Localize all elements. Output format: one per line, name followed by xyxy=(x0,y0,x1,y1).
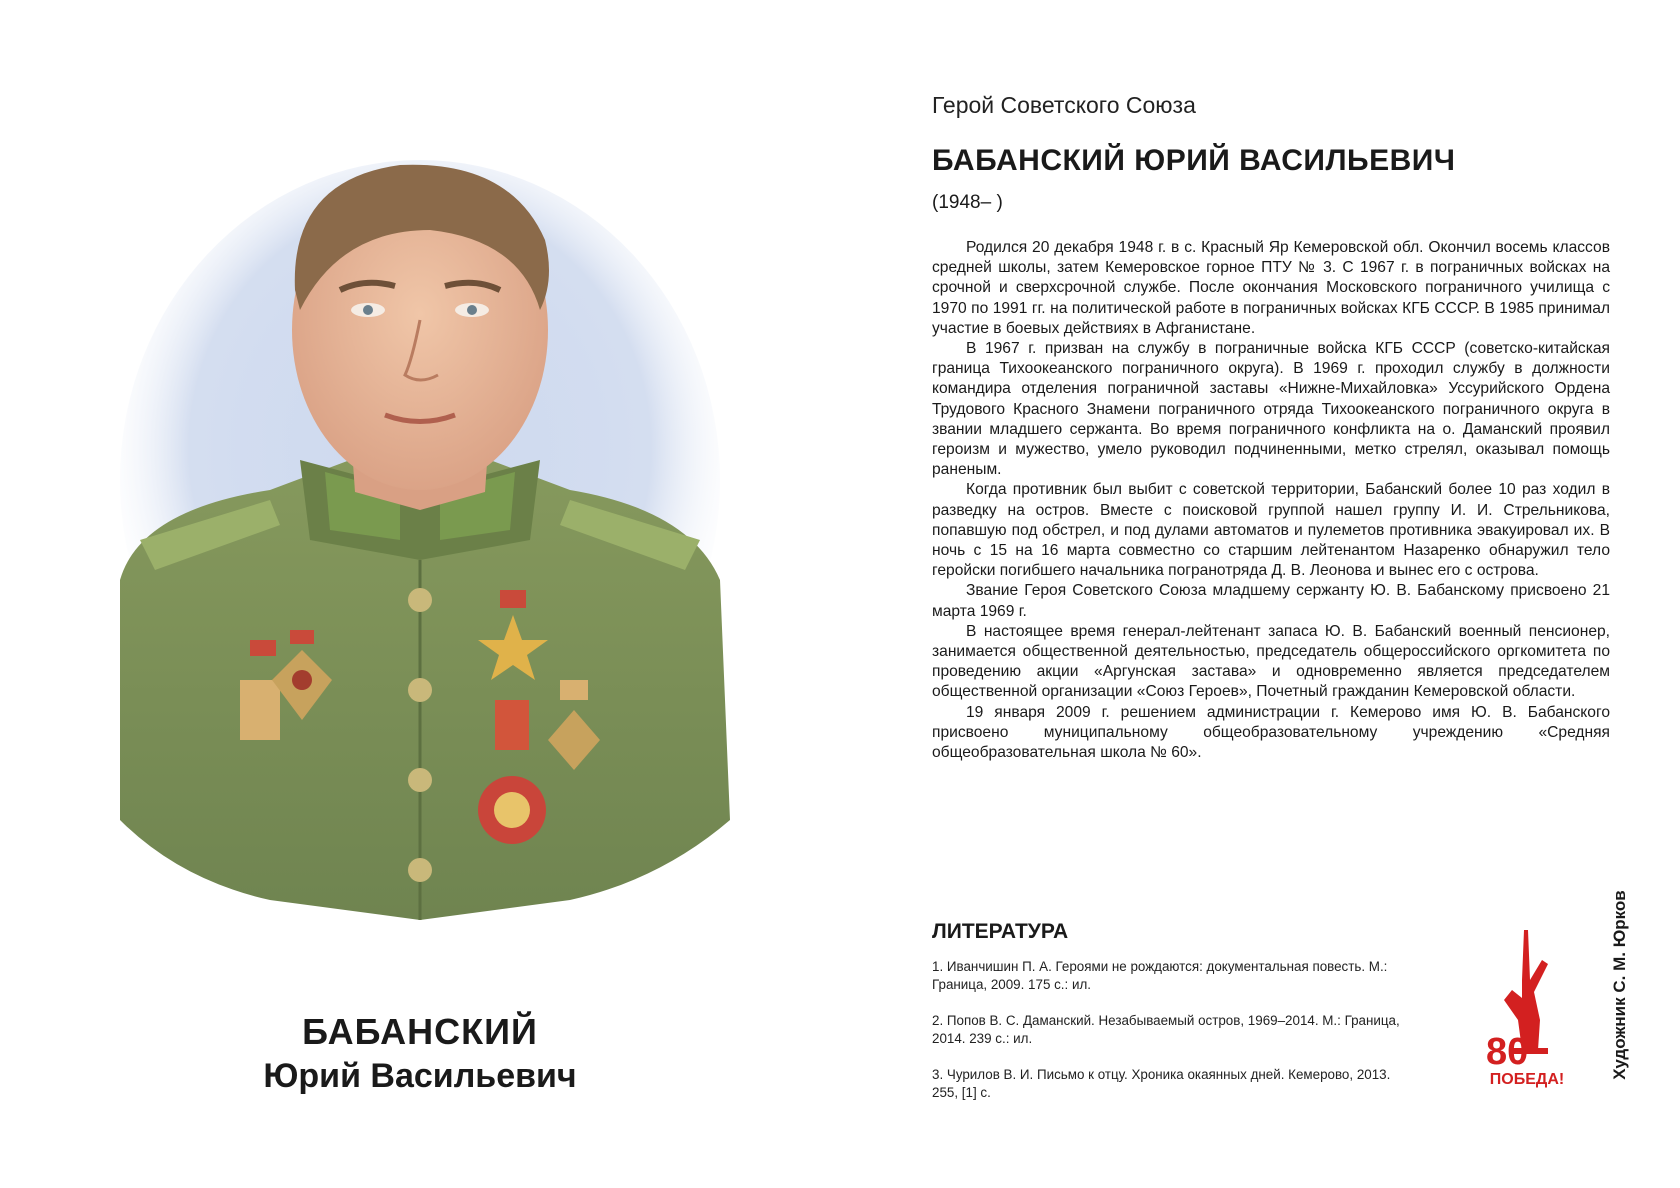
artist-credit xyxy=(1600,870,1640,1100)
hero-full-name: БАБАНСКИЙ ЮРИЙ ВАСИЛЬЕВИЧ xyxy=(932,144,1456,177)
biography-text xyxy=(932,238,1610,763)
bio-paragraph: Звание Героя Советского Союза младшему сержанту Ю. В. Бабанскому присвоено 21 марта 1969 г. xyxy=(932,582,1610,620)
bio-paragraph: В 1967 г. призван на службу в пограничные войска КГБ СССР (советско-китайская граница Тихоокеанского пограничного округа). В 1969 г. проходил службу в должности командира отделения пограничной заставы «Нижне-Михайловка» Уссурийского Ордена Трудового Красного Знамени пограничного отряда Тихоокеанского пограничного округа в звании младшего сержанта. Во время пограничного конфликта на о. Даманский проявил героизм и мужество, умело руководил подчиненными, метко стрелял, оказывал помощь раненым. xyxy=(932,340,1610,479)
literature-item: 3. Чурилов В. И. Письмо к отцу. Хроника окаянных дней. Кемерово, 2013. 255, [1] с. xyxy=(932,1067,1391,1100)
biography-column xyxy=(932,90,1610,763)
caption-first-patronymic: Юрий Васильевич xyxy=(263,1057,577,1095)
bio-paragraph: Родился 20 декабря 1948 г. в с. Красный Яр Кемеровской обл. Окончил восемь классов средней школы, затем Кемеровское горное ПТУ № 3. С 1967 г. в пограничных войсках на срочной и сверхсрочной службе. После окончания Московского пограничного училища с 1970 по 1991 гг. на политической работе в пограничных войсках КГБ СССР. В 1985 принимал участие в боевых действиях в Афганистане. xyxy=(932,239,1610,337)
literature-item: 2. Попов В. С. Даманский. Незабываемый остров, 1969–2014. М.: Граница, 2014. 239 с.: ил. xyxy=(932,1013,1400,1046)
portrait-painting xyxy=(100,120,740,980)
caption-surname: БАБАНСКИЙ xyxy=(302,1011,538,1052)
victory-80-logo xyxy=(1482,920,1572,1100)
hero-title-kicker: Герой Советского Союза xyxy=(932,92,1196,118)
bio-paragraph: 19 января 2009 г. решением администрации г. Кемерово имя Ю. В. Бабанского присвоено муниципальному общеобразовательному учреждению «Средняя общеобразовательная школа № 60». xyxy=(932,703,1610,762)
logo-number: 80 xyxy=(1486,1031,1529,1073)
literature-heading: ЛИТЕРАТУРА xyxy=(932,920,1069,943)
portrait-illustration xyxy=(100,120,740,980)
life-years: (1948– ) xyxy=(932,192,1003,213)
literature-section xyxy=(932,918,1412,1120)
bio-paragraph: Когда противник был выбит с советской территории, Бабанский более 10 раз ходил в разведку на остров. Вместе с поисковой группой нашел группу И. И. Стрельникова, попавшую под обстрел, и под дулами автоматов и пулеметов противника эвакуировал их. В ночь с 15 на 16 марта совместно со старшим лейтенантом Назаренко обнаружил тело геройски погибшего начальника погранотряда Д. В. Леонова и вынес его с острова. xyxy=(932,481,1610,580)
artist-credit-text: Художник С. М. Юрков xyxy=(1610,890,1629,1080)
portrait-caption xyxy=(160,1010,680,1098)
literature-item: 1. Иванчишин П. А. Героями не рождаются: документальная повесть. М.: Граница, 2009. 175 с.: ил. xyxy=(932,959,1388,992)
logo-word: ПОБЕДА! xyxy=(1489,1071,1565,1088)
bio-paragraph: В настоящее время генерал-лейтенант запаса Ю. В. Бабанский военный пенсионер, занимается общественной деятельностью, председатель общероссийского оргкомитета по проведению акции «Аргунская застава» и одновременно является председателем общественной организации «Союз Героев», Почетный гражданин Кемеровской области. xyxy=(932,622,1610,701)
